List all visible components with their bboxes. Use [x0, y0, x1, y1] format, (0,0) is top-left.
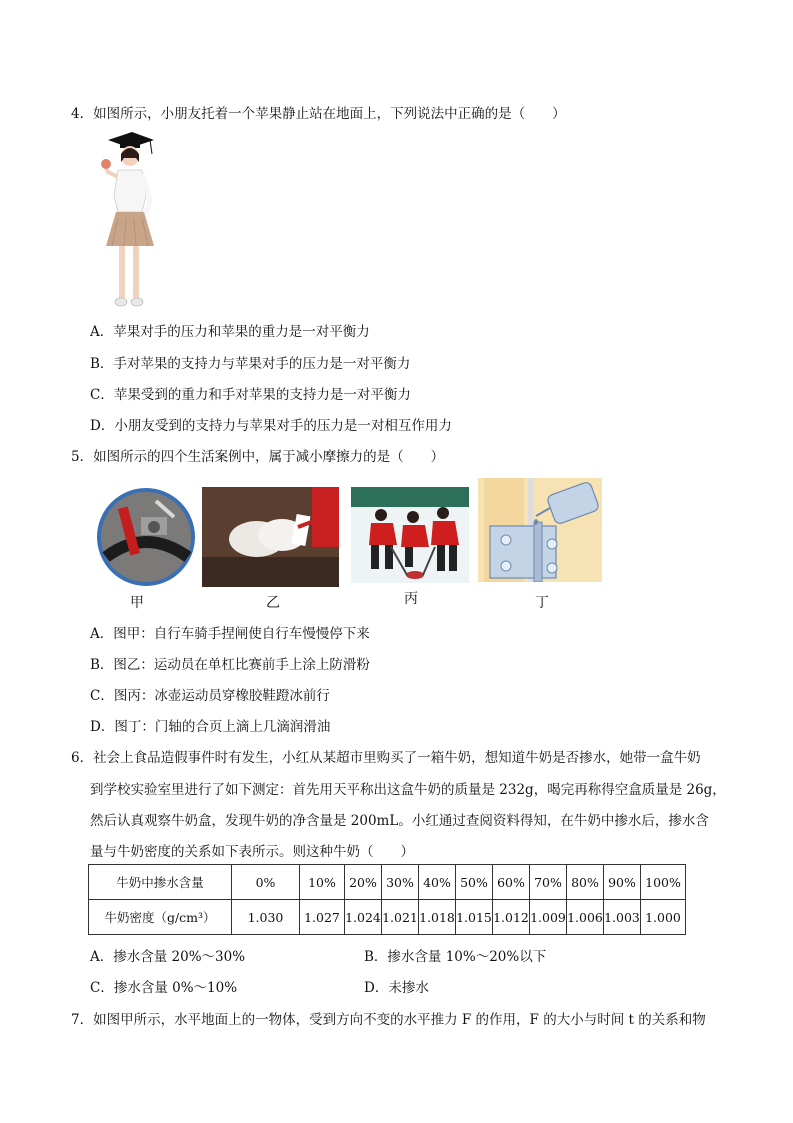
q4-option-a: A．苹果对手的压力和苹果的重力是一对平衡力: [90, 324, 370, 340]
milk-density-table: [88, 864, 686, 935]
q6-stem-line-1: 6．社会上食品造假事件时有发生，小红从某超市里购买了一箱牛奶，想知道牛奶是否掺水，她带一盒牛奶: [71, 750, 701, 766]
table-cell: 40%: [419, 865, 456, 900]
q5-stem: 5．如图所示的四个生活案例中，属于减小摩擦力的是（ ）: [71, 449, 445, 465]
q5-option-b: B．图乙：运动员在单杠比赛前手上涂上防滑粉: [90, 657, 370, 673]
q7-stem: 7．如图甲所示，水平地面上的一物体，受到方向不变的水平推力 F 的作用，F 的大小与时间 t 的关系和物: [71, 1012, 706, 1028]
q6-stem-line-4: 量与牛奶密度的关系如下表所示。则这种牛奶（ ）: [90, 844, 414, 860]
table-cell: 1.000: [641, 900, 686, 935]
table-cell: 60%: [493, 865, 530, 900]
table-cell: 100%: [641, 865, 686, 900]
table-row: [89, 900, 686, 935]
table-cell: 30%: [382, 865, 419, 900]
table-cell: 1.009: [530, 900, 567, 935]
table-cell: 0%: [232, 865, 300, 900]
table-cell: 1.015: [456, 900, 493, 935]
curling-photo: [351, 487, 469, 583]
table-cell: 50%: [456, 865, 493, 900]
q5-option-c: C．图丙：冰壶运动员穿橡胶鞋蹬冰前行: [90, 688, 330, 704]
table-cell: 20%: [345, 865, 382, 900]
caption-yi: 乙: [266, 595, 280, 611]
q4-stem: 4．如图所示，小朋友托着一个苹果静止站在地面上，下列说法中正确的是（ ）: [71, 106, 566, 122]
q6-stem-line-3: 然后认真观察牛奶盒，发现牛奶的净含量是 200mL。小红通过查阅资料得知，在牛奶中掺水后，掺水含: [90, 813, 709, 829]
caption-ding: 丁: [535, 595, 549, 611]
chalk-hands-photo: [202, 487, 339, 587]
girl-holding-apple-figure: [98, 128, 160, 310]
bicycle-brake-photo: [96, 487, 196, 587]
table-cell: 1.006: [567, 900, 604, 935]
table-row: [89, 865, 686, 900]
q4-option-b: B．手对苹果的支持力与苹果对手的压力是一对平衡力: [90, 356, 411, 372]
q4-option-c: C．苹果受到的重力和手对苹果的支持力是一对平衡力: [90, 387, 411, 403]
table-cell: 70%: [530, 865, 567, 900]
q5-option-a: A．图甲：自行车骑手捏闸使自行车慢慢停下来: [90, 626, 370, 642]
table-cell: 1.024: [345, 900, 382, 935]
q6-option-d: D．未掺水: [364, 980, 429, 996]
table-cell: 10%: [300, 865, 345, 900]
q4-option-d: D．小朋友受到的支持力与苹果对手的压力是一对相互作用力: [90, 418, 452, 434]
table-cell: 1.021: [382, 900, 419, 935]
table-cell: 80%: [567, 865, 604, 900]
table-row-header: 牛奶中掺水含量: [89, 865, 232, 900]
table-row-header: 牛奶密度（g/cm³）: [89, 900, 232, 935]
caption-bing: 丙: [404, 591, 418, 607]
table-cell: 1.012: [493, 900, 530, 935]
q6-option-c: C．掺水含量 0%～10%: [90, 980, 238, 996]
q6-stem-line-2: 到学校实验室里进行了如下测定：首先用天平称出这盒牛奶的质量是 232g，喝完再称得空盒质量是 26g，: [90, 782, 726, 798]
table-cell: 90%: [604, 865, 641, 900]
table-cell: 1.003: [604, 900, 641, 935]
door-hinge-oiling-drawing: [478, 478, 602, 582]
caption-jia: 甲: [130, 595, 144, 611]
table-cell: 1.027: [300, 900, 345, 935]
table-cell: 1.018: [419, 900, 456, 935]
q6-option-b: B．掺水含量 10%～20%以下: [364, 949, 547, 965]
q6-option-a: A．掺水含量 20%～30%: [90, 949, 246, 965]
q5-option-d: D．图丁：门轴的合页上滴上几滴润滑油: [90, 719, 331, 735]
table-cell: 1.030: [232, 900, 300, 935]
